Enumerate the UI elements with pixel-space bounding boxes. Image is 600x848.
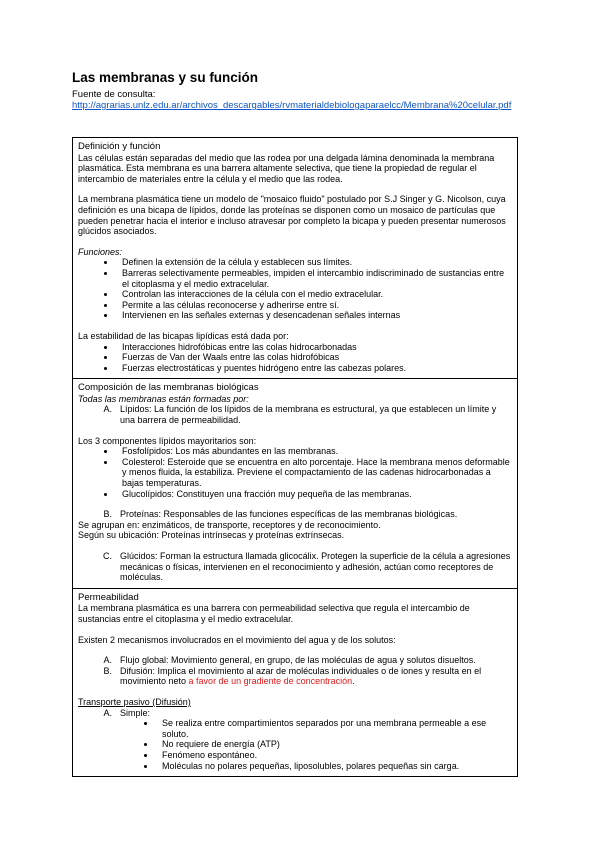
list-item: • Intervienen en las señales externas y desencadenan señales internas: [116, 310, 512, 321]
list-marker: B.: [103, 509, 112, 520]
list-marker: A.: [103, 404, 112, 415]
list-item: • Fosfolípidos: Los más abundantes en las membranas.: [116, 446, 512, 457]
list-item: • Barreras selectivamente permeables, impiden el intercambio indiscriminado de sustancias entre el citoplasma y el medio extracelular.: [116, 268, 512, 289]
paragraph: Existen 2 mecanismos involucrados en el movimiento del agua y de los solutos:: [78, 634, 396, 645]
source-link[interactable]: http://agrarias.unlz.edu.ar/archivos_descargables/rvmaterialdebiologaparaelcc/Membrana%20celular.pdf: [72, 100, 512, 111]
paragraph: Las células están separadas del medio que las rodea por una delgada lámina denominada la membrana plasmática. Esta membrana es una barrera altamente selectiva, que tiene la propiedad de regular el intercambio de materiales entre la célula y el medio que las rodea.: [78, 152, 495, 184]
section-heading: Permeabilidad: [78, 591, 139, 603]
paragraph: La estabilidad de las bicapas lipídicas está dada por:: [78, 330, 289, 341]
list-text: Proteínas: Responsables de las funciones específicas de las membranas biológicas.: [120, 509, 458, 520]
section-heading: Composición de las membranas biológicas: [78, 382, 259, 394]
list-text: Lípidos: La función de los lípidos de la membrana es estructural, ya que establecen un límite y una barrera de permeabilidad.: [120, 404, 497, 426]
passive-transport-heading: Transporte pasivo (Difusión): [78, 696, 191, 707]
functions-label: Funciones:: [78, 246, 123, 257]
section-subheading: Todas las membranas están formadas por:: [78, 393, 249, 404]
list-item: • Moléculas no polares pequeñas, liposolubles, polares pequeñas sin carga.: [156, 761, 512, 772]
section-composicion: [73, 379, 517, 589]
list-text: Glúcidos: Forman la estructura llamada glicocálix. Protegen la superficie de la célula a agresiones mecánicas o físicas, intervienen en el reconocimiento y adhesión, actúan como receptores de moléculas.: [120, 551, 511, 583]
list-item: • Se realiza entre compartimientos separados por una membrana permeable a ese soluto.: [156, 718, 512, 739]
list-marker: B.: [103, 665, 112, 676]
simple-diffusion-list: [78, 718, 512, 771]
list-marker: A.: [103, 655, 112, 666]
paragraph: La membrana plasmática tiene un modelo de "mosaico fluido" postulado por S.J Singer y G. Nicolson, cuya definición es una bicapa de lípidos, donde las proteínas se disponen como un mosaico de partículas que pueden penetrar hacia el interior e incluso atravesar por completo la bicapa y pueden presentar numerosos glúcidos asociados.: [78, 194, 506, 237]
functions-list: [78, 257, 512, 321]
list-marker: C.: [103, 551, 112, 561]
lettered-item: [78, 708, 512, 719]
lettered-item: [78, 655, 512, 666]
source-label: Fuente de consulta:: [72, 89, 156, 100]
list-item: • No requiere de energía (ATP): [156, 739, 512, 750]
section-heading: Definición y función: [78, 141, 161, 152]
list-item: • Fuerzas de Van der Waals entre las colas hidrofóbicas: [116, 352, 512, 363]
content-table: [72, 137, 518, 777]
lettered-item: [78, 551, 512, 583]
lettered-item: [78, 666, 512, 687]
section-permeabilidad: [73, 589, 517, 776]
lettered-item: [78, 404, 512, 425]
list-item: • Definen la extensión de la célula y establecen sus límites.: [116, 257, 512, 268]
lipids-list: [78, 446, 512, 499]
paragraph: Según su ubicación: Proteínas intrínsecas y proteínas extrínsecas.: [78, 530, 345, 541]
document-title: Las membranas y su función: [72, 70, 259, 85]
list-text: Simple:: [120, 707, 151, 718]
list-text: Flujo global: Movimiento general, en grupo, de las moléculas de agua y solutos disueltos.: [120, 655, 476, 666]
highlight-text: a favor de un gradiente de concentración: [188, 676, 353, 687]
diffusion-text: Difusión: Implica el movimiento al azar de moléculas individuales o de iones y resulta en el movimiento neto: [120, 665, 482, 687]
list-item: • Fenómeno espontáneo.: [156, 750, 512, 761]
section-definicion: [73, 138, 517, 379]
list-item: • Colesterol: Esteroide que se encuentra en alto porcentaje. Hace la membrana menos deformable y menos fluida, la estabiliza. Previene el compactamiento de las cadenas hidrocarbonadas a bajas temperaturas.: [116, 457, 512, 489]
list-item: • Permite a las células reconocerse y adherirse entre sí.: [116, 300, 512, 311]
list-item: • Glucolípidos: Constituyen una fracción muy pequeña de las membranas.: [116, 489, 512, 500]
list-text: [120, 666, 512, 687]
list-marker: A.: [103, 707, 112, 718]
list-item: • Interacciones hidrofóbicas entre las colas hidrocarbonadas: [116, 342, 512, 353]
lettered-item: [78, 509, 512, 520]
list-item: • Controlan las interacciones de la célula con el medio extracelular.: [116, 289, 512, 300]
list-item: • Fuerzas electrostáticas y puentes hidrógeno entre las cabezas polares.: [116, 363, 512, 374]
paragraph: Se agrupan en: enzimáticos, de transporte, receptores y de reconocimiento.: [78, 519, 381, 530]
stability-list: [78, 342, 512, 374]
paragraph: Los 3 componentes lípidos mayoritarios son:: [78, 435, 257, 446]
paragraph: La membrana plasmática es una barrera con permeabilidad selectiva que regula el intercambio de sustancias entre el citoplasma y el medio extracelular.: [78, 603, 470, 624]
diffusion-end: .: [352, 676, 355, 687]
